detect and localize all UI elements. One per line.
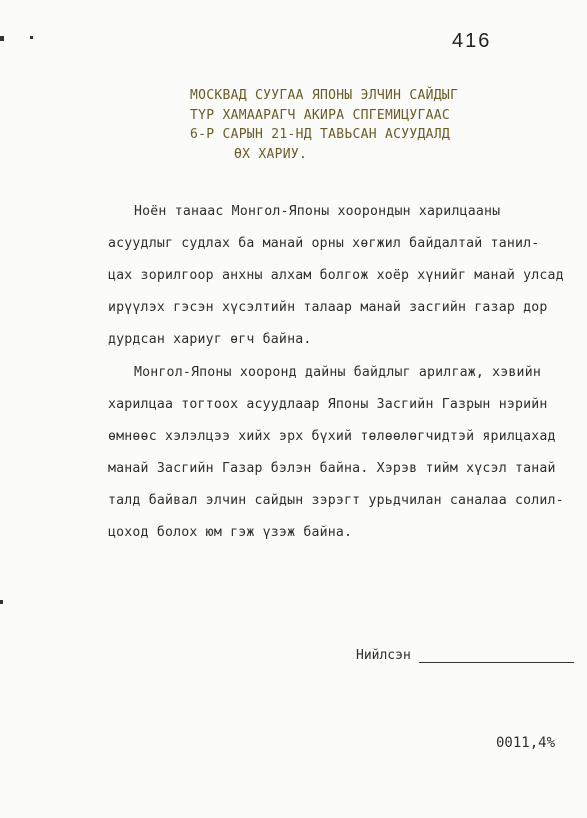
paragraph-line: талд байвал элчин сайдын зэрэгт урьдчилан саналаа солил- [108,493,564,508]
document-title [190,86,510,164]
paragraph-line: ирүүлэх гэсэн хүсэлтийн талаар манай засгийн газар дор [108,300,548,315]
paragraph-line: харилцаа тогтоох асуудлаар Японы Засгийн Газрын нэрийн [108,397,548,412]
paragraph-line: дурдсан хариуг өгч байна. [108,332,312,347]
paragraph-line: өмнөөс хэлэлцээ хийх эрх бүхий төлөөлөгчидтэй ярилцахад [108,429,556,444]
paragraph-line: Ноён танаас Монгол-Японы хоорондын харилцааны [134,204,501,219]
archive-code: 0011,4% [496,735,556,751]
paragraph-line: цах зорилгоор анхны алхам болгож хоёр хүнийг манай улсад [108,268,564,283]
title-line: МОСКВАД СУУГАА ЯПОНЫ ЭЛЧИН САЙДЫГ [190,88,459,103]
paragraph-line: асуудлыг судлах ба манай орны хөгжил байдалтай танил- [108,236,540,251]
title-line: 6-Р САРЫН 21-НД ТАВЬСАН АСУУДАЛД [190,127,451,142]
signature-label: Нийлсэн [356,648,411,663]
title-line: ТҮР ХАМААРАГЧ АКИРА СПГЕМИЦУГААС [190,107,451,123]
folio-number: 416 [452,30,492,52]
paragraph-line: Монгол-Японы хооронд дайны байдлыг арилгаж, хэвийн [134,365,541,380]
paragraph-1 [108,196,578,356]
title-line: ӨХ ХАРИУ. [234,146,308,162]
margin-mark [0,600,3,604]
margin-mark [30,36,33,39]
paragraph-line: цоход болох юм гэж үзэж байна. [108,525,353,540]
paragraph-2 [108,357,578,549]
paragraph-line: манай Засгийн Газар бэлэн байна. Хэрэв тийм хүсэл танай [108,461,556,476]
signature-line [419,662,574,663]
margin-mark [0,36,4,41]
